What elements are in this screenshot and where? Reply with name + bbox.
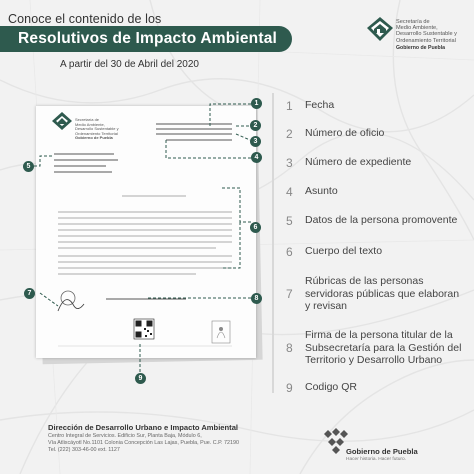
footer-brand: Gobierno de Puebla <box>346 447 418 456</box>
legend-label: Asunto <box>305 185 338 197</box>
doc-org-line: Desarrollo Sustentable y <box>75 126 119 132</box>
doc-org-line: Secretaría de <box>75 117 100 122</box>
legend-label: Codigo QR <box>305 381 357 393</box>
callout-number: 7 <box>27 290 32 297</box>
footer-address-line: Vía Atlixcáyotl No.1101 Colonia Concepción Las Lajas, Puebla, Pue. C.P. 72190 <box>48 440 239 446</box>
page-title: Resolutivos de Impacto Ambiental <box>18 30 278 47</box>
callout-number: 9 <box>138 375 143 382</box>
callout-number: 5 <box>26 163 31 170</box>
callout-6 <box>250 222 261 233</box>
legend-number: 4 <box>286 185 293 199</box>
footer-title: Dirección de Desarrollo Urbano e Impacto Ambiental <box>48 423 239 432</box>
callout-4 <box>251 152 262 163</box>
callout-5 <box>23 161 34 172</box>
legend-number: 1 <box>286 99 293 113</box>
callout-number: 8 <box>254 295 259 302</box>
legend-label: Rúbricas de las personas servidoras públicas que elaboran y revisan <box>305 275 460 312</box>
doc-org-sub: Gobierno de Puebla <box>75 135 113 141</box>
org-line: Medio Ambiente, <box>396 25 438 32</box>
legend-label: Datos de la persona promovente <box>305 214 458 226</box>
org-line: Desarrollo Sustentable y <box>396 31 457 38</box>
legend-number: 7 <box>286 287 293 301</box>
legend-number: 8 <box>286 341 293 355</box>
callout-number: 3 <box>253 138 258 145</box>
legend-label: Firma de la persona titular de la Subsecretaría para la Gestión del Territorio y Desarrollo Urbano <box>305 329 462 366</box>
legend-label: Número de expediente <box>305 156 412 168</box>
legend-label: Fecha <box>305 99 335 111</box>
callout-3 <box>250 136 261 147</box>
legend-number: 3 <box>286 156 293 170</box>
document-org-text <box>75 118 135 141</box>
intro-text: Conoce el contenido de los <box>8 12 162 26</box>
legend-number: 9 <box>286 381 293 395</box>
callout-number: 1 <box>254 100 259 107</box>
legend-number: 6 <box>286 245 293 259</box>
callout-2 <box>250 120 261 131</box>
footer-slogan: Hacer historia. Hacer futuro. <box>346 457 406 462</box>
footer-address-line: Centro Integral de Servicios. Edificio Sur, Planta Baja, Módulo 6, <box>48 433 202 439</box>
callout-1 <box>251 98 262 109</box>
legend-label: Cuerpo del texto <box>305 245 383 257</box>
effective-date: A partir del 30 de Abril del 2020 <box>60 59 199 70</box>
callout-number: 2 <box>253 122 258 129</box>
org-line: Ordenamiento Territorial <box>396 37 456 44</box>
footer-phone: Tel. (222) 303-46-00 ext. 1127 <box>48 447 120 453</box>
legend-number: 5 <box>286 214 293 228</box>
callout-number: 6 <box>253 224 258 231</box>
org-line: Secretaría de <box>396 19 430 25</box>
doc-org-line: Ordenamiento Territorial <box>75 130 118 136</box>
legend-number: 2 <box>286 127 293 141</box>
doc-org-line: Medio Ambiente, <box>75 121 105 127</box>
callout-9 <box>135 373 146 384</box>
org-sub: Gobierno de Puebla <box>396 44 446 51</box>
callout-7 <box>24 288 35 299</box>
callout-8 <box>251 293 262 304</box>
legend-label: Número de oficio <box>305 127 385 139</box>
callout-number: 4 <box>254 154 259 161</box>
